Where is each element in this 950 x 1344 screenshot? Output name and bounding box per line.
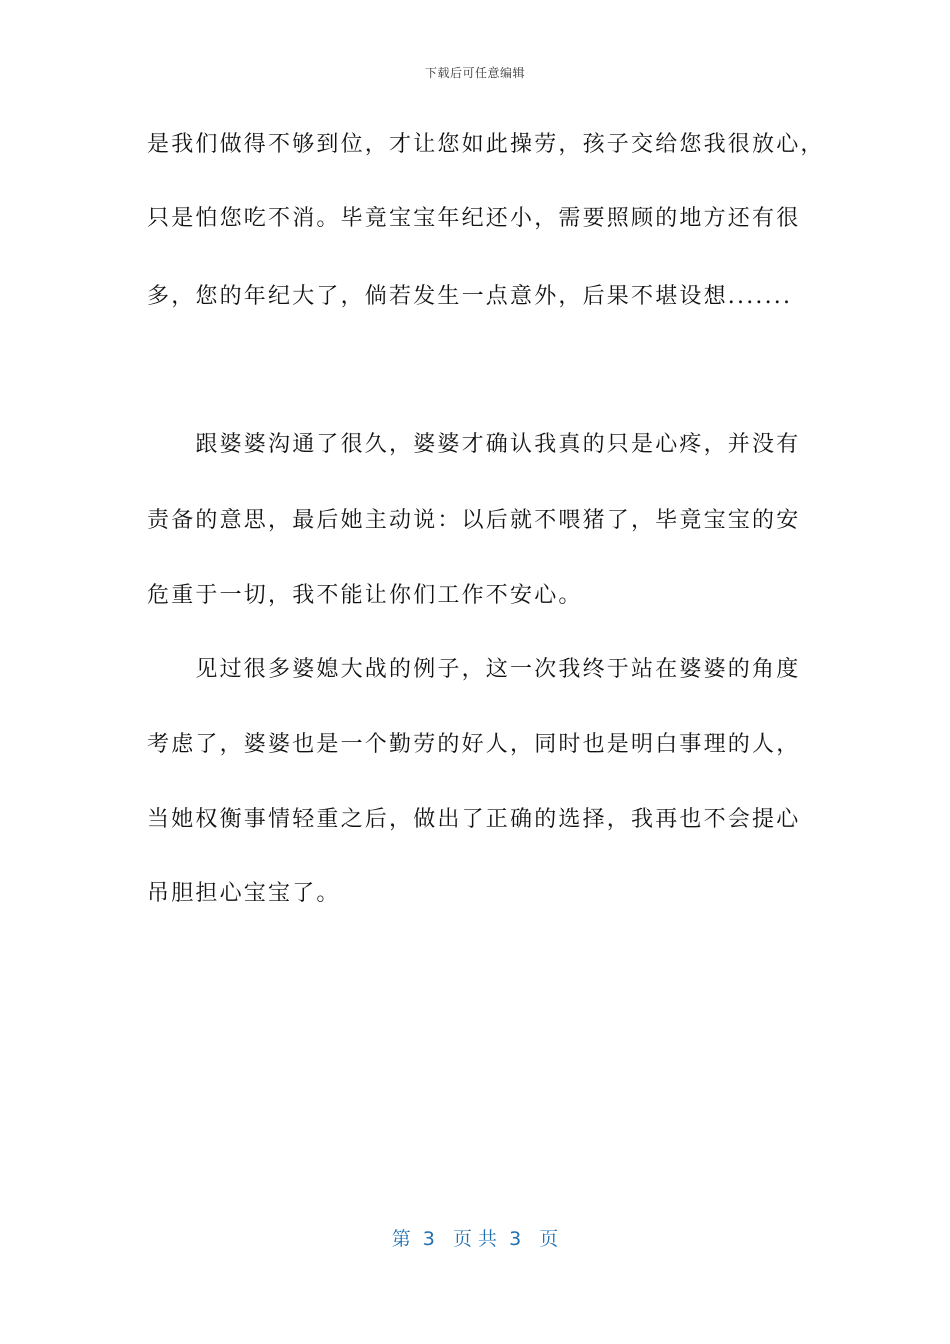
page-number-footer: 第 3 页 共 3 页 bbox=[391, 1228, 559, 1250]
text-line: 跟婆婆沟通了很久，婆婆才确认我真的只是心疼，并没有 bbox=[147, 432, 801, 457]
text-line: 考虑了，婆婆也是一个勤劳的好人，同时也是明白事理的人， bbox=[147, 732, 801, 757]
header-note: 下载后可任意编辑 bbox=[424, 66, 525, 80]
text-line: 危重于一切，我不能让你们工作不安心。 bbox=[147, 583, 583, 608]
text-line: 当她权衡事情轻重之后，做出了正确的选择，我再也不会提心 bbox=[147, 807, 801, 832]
text-line: 只是怕您吃不消。毕竟宝宝年纪还小，需要照顾的地方还有很 bbox=[147, 206, 801, 231]
text-line: 吊胆担心宝宝了。 bbox=[147, 881, 341, 906]
text-line: 多，您的年纪大了，倘若发生一点意外，后果不堪设想....... bbox=[147, 284, 793, 309]
text-line: 是我们做得不够到位，才让您如此操劳，孩子交给您我很放心， bbox=[147, 132, 825, 157]
text-line: 责备的意思，最后她主动说：以后就不喂猪了，毕竟宝宝的安 bbox=[147, 508, 801, 533]
text-line: 见过很多婆媳大战的例子，这一次我终于站在婆婆的角度 bbox=[147, 657, 801, 682]
